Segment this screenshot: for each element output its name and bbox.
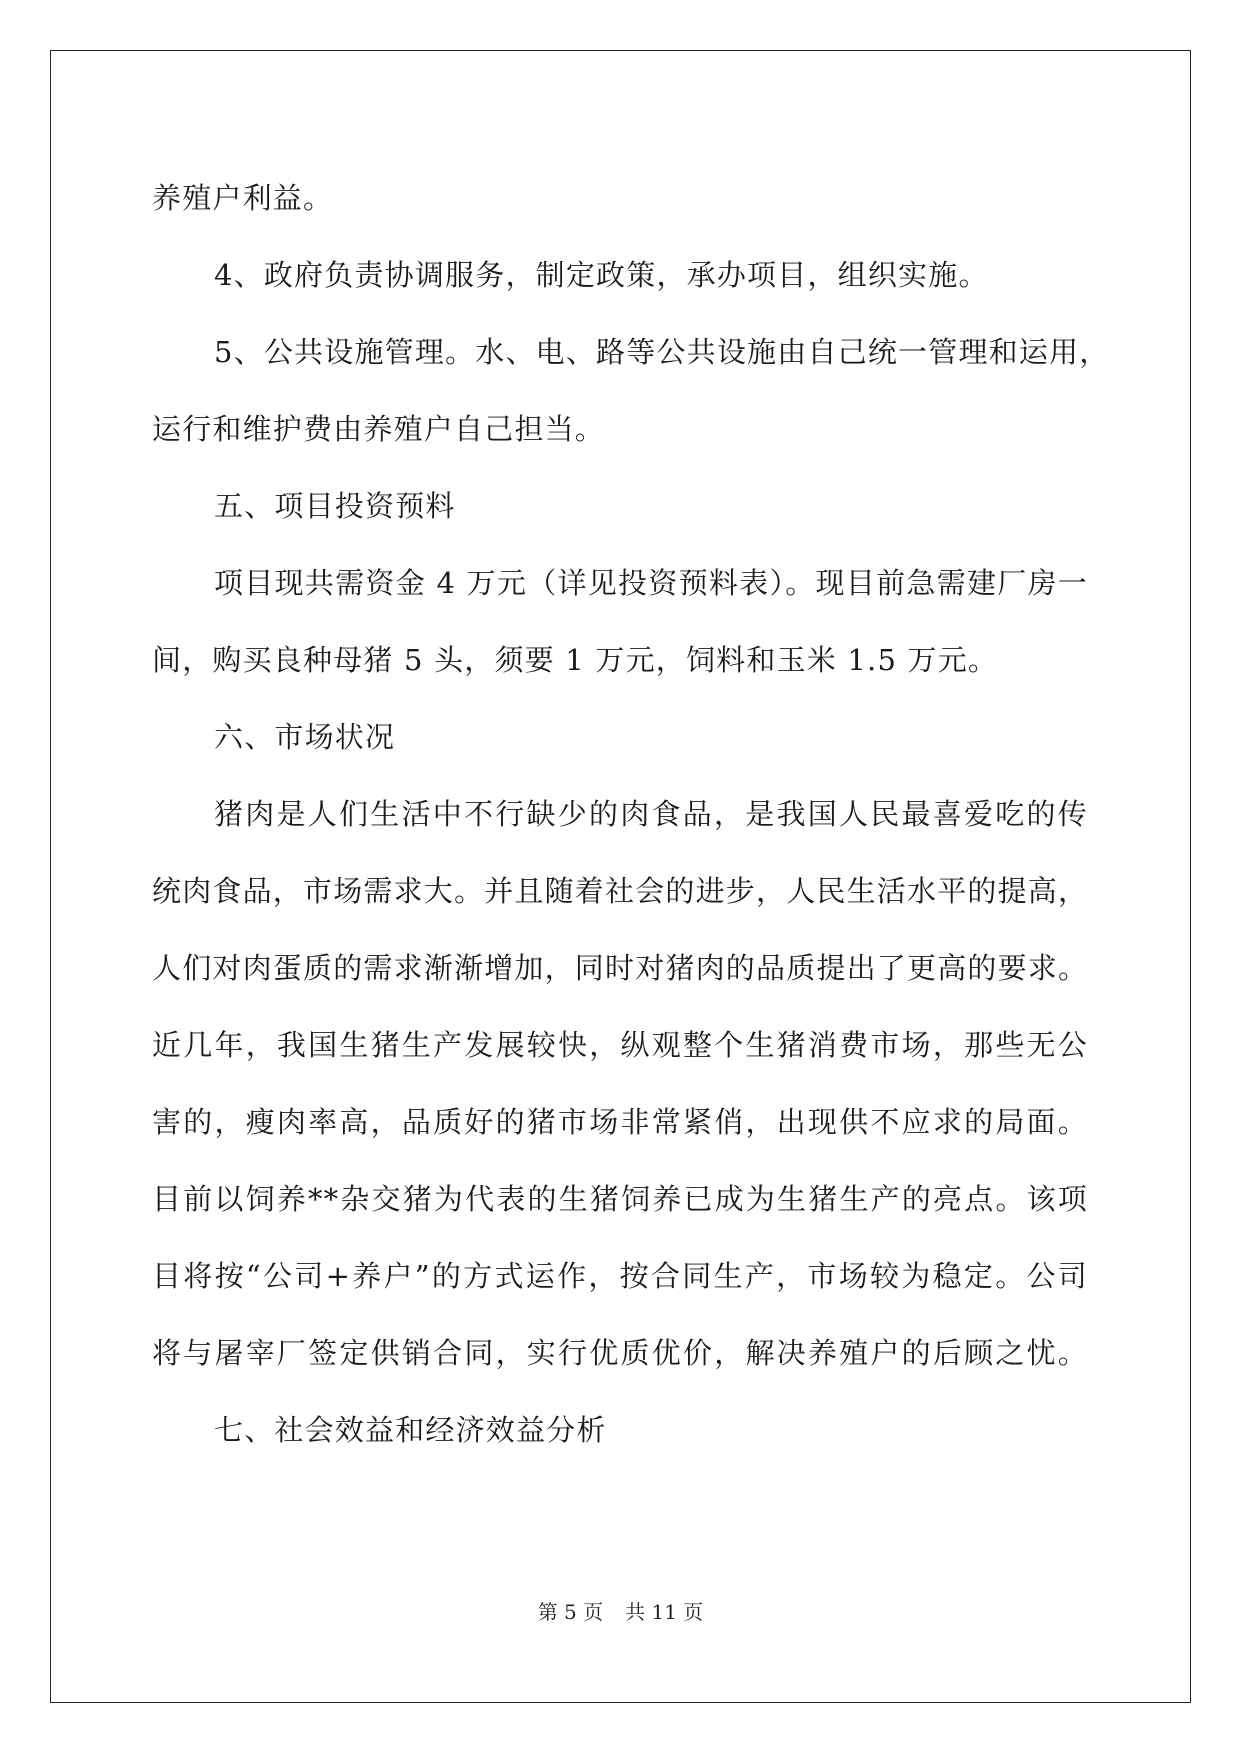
paragraph-line: 养殖户利益。 (152, 181, 334, 215)
page-number: 第 5 页 (537, 1600, 604, 1624)
paragraph-line: 项目现共需资金 4 万元（详见投资预料表）。现目前急需建厂房一 (214, 566, 1088, 600)
page-footer (0, 1596, 1241, 1625)
paragraph-line: 统肉食品，市场需求大。并且随着社会的进步，人民生活水平的提高， (152, 874, 1089, 908)
section-heading-investment: 五、项目投资预料 (214, 489, 456, 523)
page-total: 共 11 页 (625, 1600, 704, 1624)
section-heading-market: 六、市场状况 (214, 720, 396, 754)
paragraph-line: 目前以饲养**杂交猪为代表的生猪饲养已成为生猪生产的亮点。该项 (152, 1182, 1088, 1216)
list-item-4: 4、政府负责协调服务，制定政策，承办项目，组织实施。 (214, 258, 989, 292)
paragraph-line: 间，购买良种母猪 5 头，须要 1 万元，饲料和玉米 1.5 万元。 (152, 643, 999, 677)
paragraph-line: 近几年，我国生猪生产发展较快，纵观整个生猪消费市场，那些无公 (152, 1028, 1088, 1062)
paragraph-line: 将与屠宰厂签定供销合同，实行优质优价，解决养殖户的后顾之忧。 (152, 1336, 1088, 1370)
paragraph-line: 猪肉是人们生活中不行缺少的肉食品，是我国人民最喜爱吃的传 (214, 797, 1088, 831)
paragraph-line: 运行和维护费由养殖户自己担当。 (152, 412, 606, 446)
paragraph-line: 人们对肉蛋质的需求渐渐增加，同时对猪肉的品质提出了更高的要求。 (152, 951, 1089, 985)
paragraph-line: 害的，瘦肉率高，品质好的猪市场非常紧俏，出现供不应求的局面。 (152, 1105, 1088, 1139)
paragraph-line: 目将按“公司+养户”的方式运作，按合同生产，市场较为稳定。公司 (152, 1259, 1088, 1293)
list-item-5: 5、公共设施管理。水、电、路等公共设施由自己统一管理和运用， (214, 335, 1110, 369)
section-heading-benefits: 七、社会效益和经济效益分析 (214, 1413, 607, 1447)
document-body (152, 160, 1110, 1469)
